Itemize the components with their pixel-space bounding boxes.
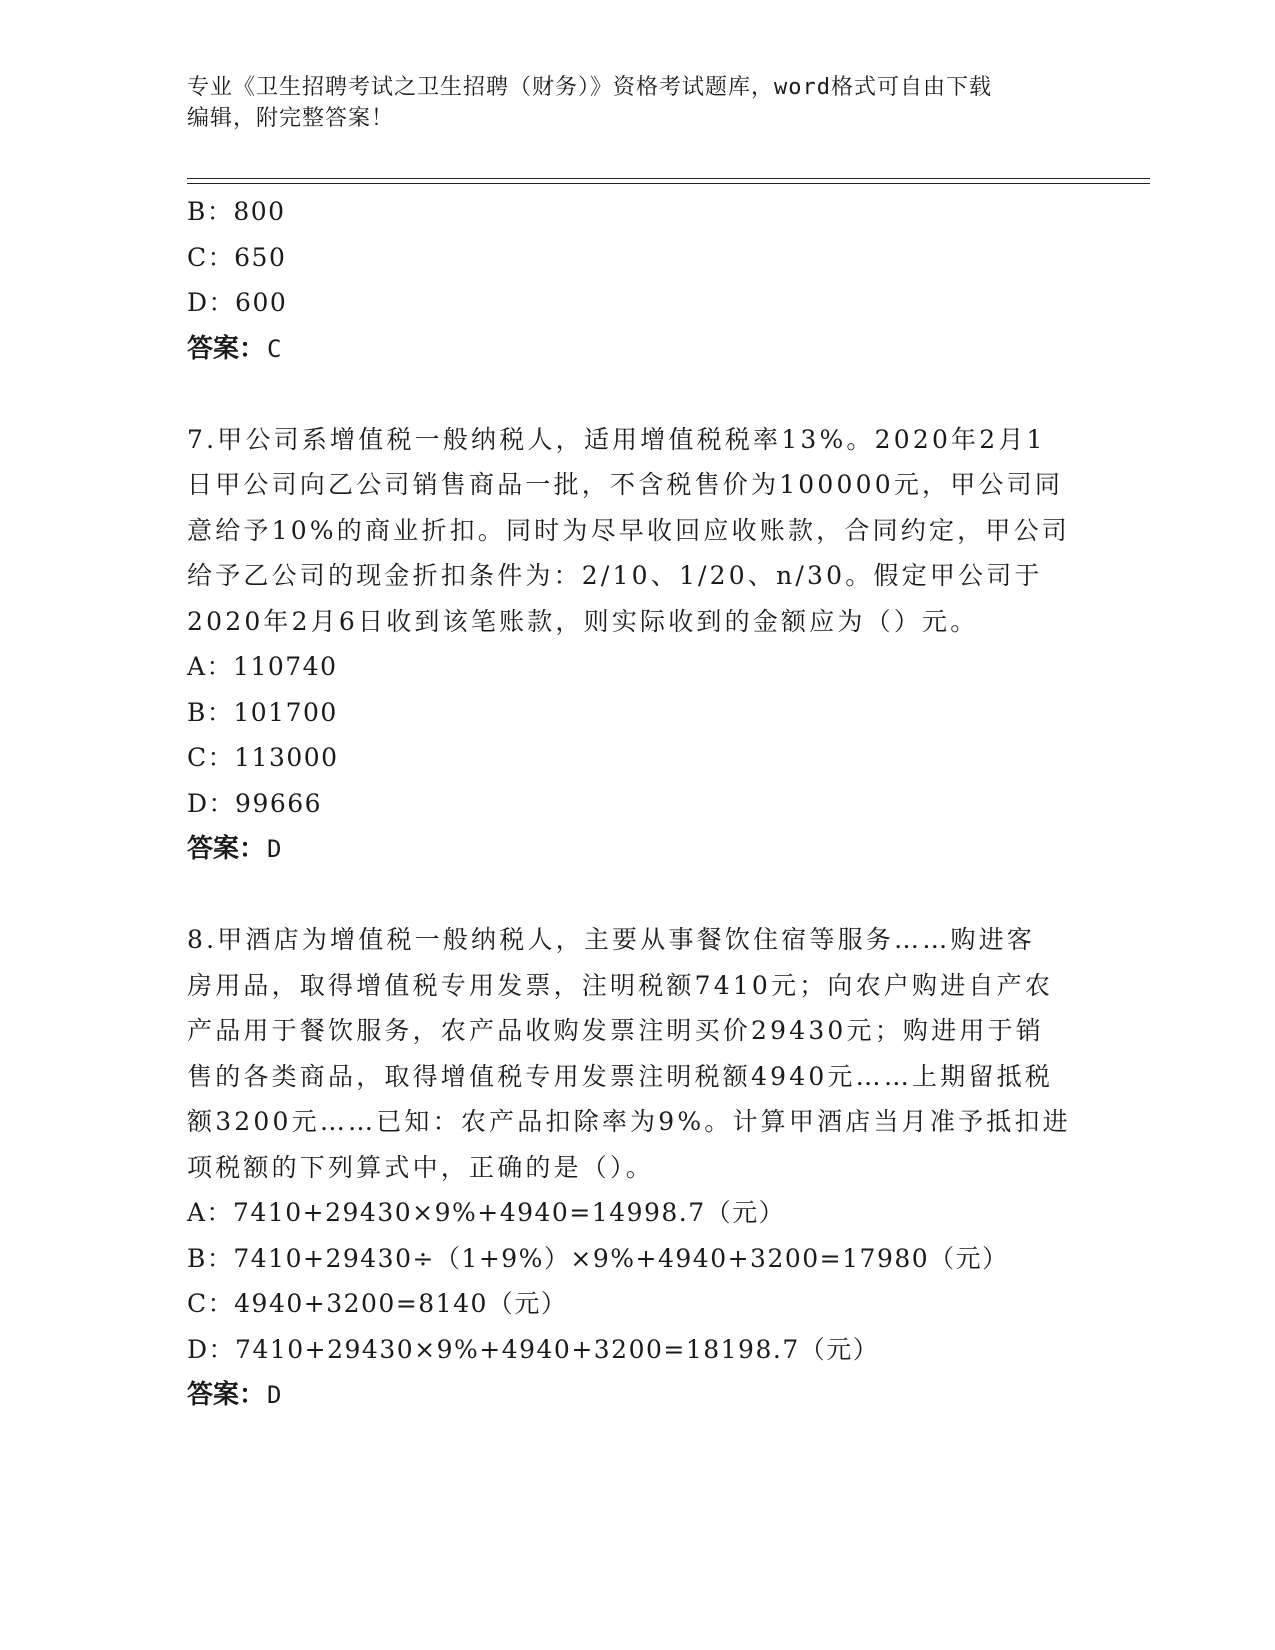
- answer-line: [187, 1372, 1087, 1418]
- answer-value: D: [267, 1381, 282, 1409]
- header-divider-bottom: [187, 183, 1150, 184]
- question-stem-line: 房用品，取得增值税专用发票，注明税额7410元；向农户购进自产农: [187, 970, 1054, 1000]
- header-line-1: 专业《卫生招聘考试之卫生招聘（财务）》资格考试题库，word格式可自由下载: [187, 75, 992, 100]
- option-c: C：4940+3200=8140（元）: [187, 1289, 568, 1318]
- option-b: B：7410+29430÷（1+9%）×9%+4940+3200=17980（元）: [187, 1243, 1009, 1273]
- question-content: [187, 189, 1087, 1418]
- answer-label: 答案：: [187, 1380, 266, 1410]
- question-stem-line: 售的各类商品，取得增值税专用发票注明税额4940元……上期留抵税: [187, 1061, 1054, 1091]
- question-8: [187, 917, 1087, 1418]
- answer-value: D: [267, 835, 282, 863]
- document-header: [187, 72, 1087, 134]
- question-stem-line: 8.甲酒店为增值税一般纳税人，主要从事餐饮住宿等服务……购进客: [187, 925, 1036, 954]
- option-a: A：7410+29430×9%+4940=14998.7（元）: [187, 1198, 786, 1227]
- header-divider-top: [187, 178, 1150, 179]
- question-stem-line: 给予乙公司的现金折扣条件为：2/10、1/20、n/30。假定甲公司于: [187, 561, 1043, 590]
- option-c: C：650: [187, 242, 287, 272]
- question-stem-line: 2020年2月6日收到该笔账款，则实际收到的金额应为（）元。: [187, 606, 979, 636]
- question-7: [187, 417, 1087, 872]
- question-stem-line: 额3200元……已知：农产品扣除率为9%。计算甲酒店当月准予抵扣进: [187, 1107, 1071, 1136]
- answer-label: 答案：: [187, 333, 266, 364]
- option-d: D：600: [187, 288, 288, 317]
- spacer: [187, 872, 1087, 918]
- spacer: [187, 371, 1087, 417]
- answer-line: [187, 326, 1087, 372]
- question-6-tail: [187, 189, 1087, 371]
- question-stem-line: 项税额的下列算式中，正确的是（）。: [187, 1152, 654, 1182]
- question-stem-line: 意给予10%的商业折扣。同时为尽早收回应收账款，合同约定，甲公司: [187, 515, 1070, 545]
- option-b: B：800: [187, 197, 286, 226]
- question-stem-line: 日甲公司向乙公司销售商品一批，不含税售价为100000元，甲公司同: [187, 470, 1064, 499]
- question-stem-line: 7.甲公司系增值税一般纳税人，适用增值税税率13%。2020年2月1: [187, 424, 1046, 454]
- option-c: C：113000: [187, 743, 339, 772]
- answer-value: C: [267, 334, 282, 363]
- question-stem-line: 产品用于餐饮服务，农产品收购发票注明买价29430元；购进用于销: [187, 1016, 1044, 1045]
- option-d: D：99666: [187, 788, 323, 818]
- option-b: B：101700: [187, 697, 338, 727]
- answer-line: [187, 826, 1087, 872]
- option-d: D：7410+29430×9%+4940+3200=18198.7（元）: [187, 1334, 880, 1364]
- answer-label: 答案：: [187, 834, 266, 864]
- header-line-2: 编辑，附完整答案！: [187, 106, 395, 131]
- option-a: A：110740: [187, 652, 338, 681]
